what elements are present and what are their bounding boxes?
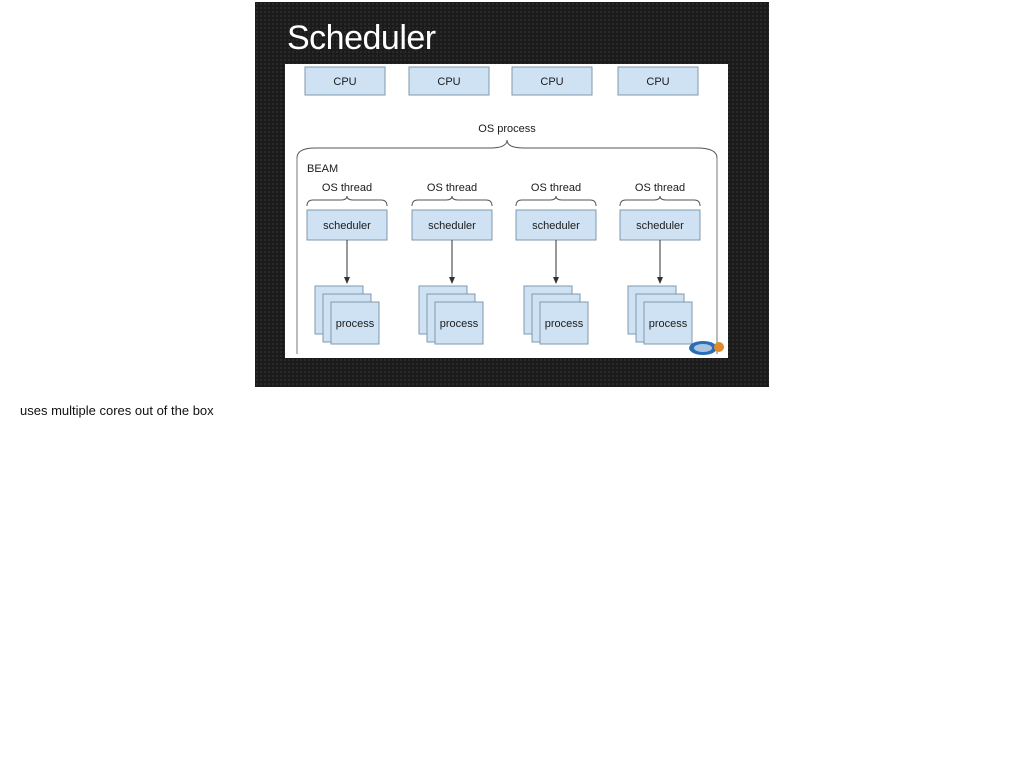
scheduler-label-4: scheduler (636, 220, 684, 232)
cpu-box-1 (305, 67, 385, 95)
thread-brace-1 (307, 196, 387, 206)
scheduler-label-1: scheduler (323, 220, 371, 232)
process-label-2: process (439, 318, 479, 330)
cpu-label-3: CPU (540, 76, 564, 88)
cpu-label-1: CPU (333, 76, 357, 88)
thread-column-3 (516, 182, 596, 344)
process-label-4: process (648, 318, 688, 330)
os-thread-label-3: OS thread (530, 182, 582, 194)
speaker-note: uses multiple cores out of the box (20, 403, 214, 418)
scheduler-label-3: scheduler (532, 220, 580, 232)
arrow-head-3 (553, 277, 559, 284)
thread-column-1 (307, 182, 387, 344)
thread-column-4 (620, 182, 700, 344)
os-process-brace (297, 140, 717, 158)
cpu-box-2 (409, 67, 489, 95)
cpu-box-3 (512, 67, 592, 95)
beam-label: BEAM (307, 163, 339, 175)
diagram-canvas (285, 64, 728, 358)
arrow-head-2 (449, 277, 455, 284)
thread-brace-4 (620, 196, 700, 206)
slide (255, 2, 769, 387)
slide-title: Scheduler (287, 19, 436, 57)
os-thread-label-4: OS thread (634, 182, 686, 194)
publisher-logo (689, 341, 724, 355)
arrow-head-1 (344, 277, 350, 284)
scheduler-label-2: scheduler (428, 220, 476, 232)
os-thread-label-2: OS thread (426, 182, 478, 194)
os-thread-label-1: OS thread (321, 182, 373, 194)
cpu-label-4: CPU (646, 76, 670, 88)
thread-brace-3 (516, 196, 596, 206)
scheduler-diagram (285, 64, 728, 358)
cpu-label-2: CPU (437, 76, 461, 88)
process-label-3: process (544, 318, 584, 330)
os-process-label: OS process (478, 123, 536, 135)
cpu-box-4 (618, 67, 698, 95)
thread-brace-2 (412, 196, 492, 206)
arrow-head-4 (657, 277, 663, 284)
process-label-1: process (335, 318, 375, 330)
thread-column-2 (412, 182, 492, 344)
